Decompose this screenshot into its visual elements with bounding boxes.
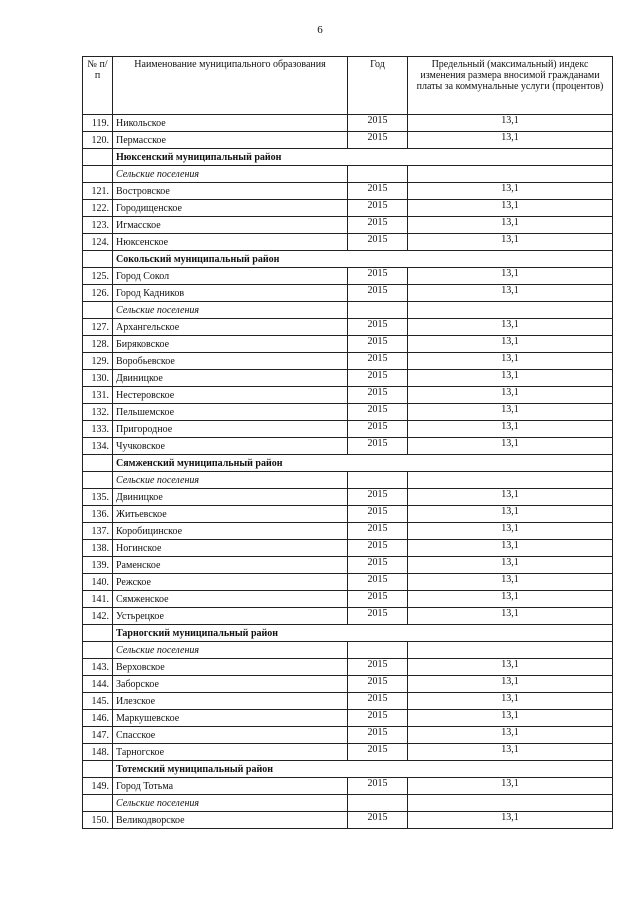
index-cell: 13,1 — [408, 676, 613, 693]
table-row — [83, 812, 613, 829]
subsection-row — [83, 642, 613, 659]
year-cell: 2015 — [348, 659, 408, 676]
row-number: 148. — [83, 744, 113, 761]
municipality-name: Илезское — [113, 693, 348, 710]
subsection-name: Сельские поселения — [113, 302, 348, 319]
subsection-row — [83, 302, 613, 319]
row-number: 132. — [83, 404, 113, 421]
index-cell: 13,1 — [408, 591, 613, 608]
year-cell: 2015 — [348, 404, 408, 421]
header-name: Наименование муниципального образования — [113, 57, 348, 115]
year-cell: 2015 — [348, 353, 408, 370]
year-cell: 2015 — [348, 744, 408, 761]
table-row — [83, 608, 613, 625]
municipality-name: Тарногское — [113, 744, 348, 761]
row-number: 126. — [83, 285, 113, 302]
index-cell: 13,1 — [408, 523, 613, 540]
row-number: 144. — [83, 676, 113, 693]
municipality-name: Чучковское — [113, 438, 348, 455]
municipality-name: Ногинское — [113, 540, 348, 557]
table-row — [83, 217, 613, 234]
table-row — [83, 183, 613, 200]
row-number-empty — [83, 642, 113, 659]
header-index: Предельный (максимальный) индекс изменения размера вносимой гражданами платы за коммунальные услуги (процентов) — [408, 57, 613, 115]
table-row — [83, 591, 613, 608]
table-row — [83, 285, 613, 302]
year-cell: 2015 — [348, 115, 408, 132]
index-cell: 13,1 — [408, 744, 613, 761]
year-cell: 2015 — [348, 268, 408, 285]
row-number-empty — [83, 761, 113, 778]
row-number: 119. — [83, 115, 113, 132]
index-cell: 13,1 — [408, 574, 613, 591]
municipality-name: Верховское — [113, 659, 348, 676]
municipality-name: Биряковское — [113, 336, 348, 353]
subsection-row — [83, 795, 613, 812]
row-number: 123. — [83, 217, 113, 234]
year-cell: 2015 — [348, 438, 408, 455]
row-number: 149. — [83, 778, 113, 795]
district-row — [83, 761, 613, 778]
index-cell: 13,1 — [408, 336, 613, 353]
year-cell: 2015 — [348, 370, 408, 387]
year-empty — [348, 795, 408, 812]
index-cell: 13,1 — [408, 710, 613, 727]
row-number: 131. — [83, 387, 113, 404]
year-cell: 2015 — [348, 693, 408, 710]
index-cell: 13,1 — [408, 132, 613, 149]
row-number: 124. — [83, 234, 113, 251]
table-row — [83, 778, 613, 795]
subsection-row — [83, 472, 613, 489]
index-cell: 13,1 — [408, 285, 613, 302]
index-cell: 13,1 — [408, 659, 613, 676]
index-cell: 13,1 — [408, 557, 613, 574]
district-row — [83, 149, 613, 166]
row-number: 139. — [83, 557, 113, 574]
index-cell: 13,1 — [408, 370, 613, 387]
year-cell: 2015 — [348, 778, 408, 795]
row-number: 134. — [83, 438, 113, 455]
year-cell: 2015 — [348, 183, 408, 200]
table-row — [83, 387, 613, 404]
municipality-name: Режское — [113, 574, 348, 591]
row-number-empty — [83, 149, 113, 166]
year-cell: 2015 — [348, 523, 408, 540]
municipality-name: Нюксенское — [113, 234, 348, 251]
municipality-name: Маркушевское — [113, 710, 348, 727]
row-number: 127. — [83, 319, 113, 336]
table-row — [83, 744, 613, 761]
row-number: 128. — [83, 336, 113, 353]
row-number-empty — [83, 795, 113, 812]
index-cell: 13,1 — [408, 540, 613, 557]
municipality-name: Воробьевское — [113, 353, 348, 370]
year-cell: 2015 — [348, 676, 408, 693]
index-cell: 13,1 — [408, 268, 613, 285]
header-year: Год — [348, 57, 408, 115]
index-cell: 13,1 — [408, 438, 613, 455]
table-row — [83, 693, 613, 710]
tariff-index-table — [82, 56, 613, 829]
index-cell: 13,1 — [408, 608, 613, 625]
row-number-empty — [83, 455, 113, 472]
header-row — [83, 57, 613, 115]
year-cell: 2015 — [348, 387, 408, 404]
table-row — [83, 421, 613, 438]
municipality-name: Архангельское — [113, 319, 348, 336]
municipality-name: Город Тотьма — [113, 778, 348, 795]
year-cell: 2015 — [348, 132, 408, 149]
municipality-name: Городищенское — [113, 200, 348, 217]
table-row — [83, 727, 613, 744]
index-cell: 13,1 — [408, 506, 613, 523]
index-cell: 13,1 — [408, 115, 613, 132]
table-row — [83, 200, 613, 217]
year-cell: 2015 — [348, 200, 408, 217]
row-number: 129. — [83, 353, 113, 370]
municipality-name: Востровское — [113, 183, 348, 200]
row-number: 120. — [83, 132, 113, 149]
index-empty — [408, 166, 613, 183]
table-row — [83, 404, 613, 421]
municipality-name: Двиницкое — [113, 489, 348, 506]
index-empty — [408, 472, 613, 489]
municipality-name: Двиницкое — [113, 370, 348, 387]
year-cell: 2015 — [348, 557, 408, 574]
year-cell: 2015 — [348, 540, 408, 557]
subsection-name: Сельские поселения — [113, 166, 348, 183]
municipality-name: Пермасское — [113, 132, 348, 149]
year-cell: 2015 — [348, 336, 408, 353]
header-num: № п/п — [83, 57, 113, 115]
year-cell: 2015 — [348, 710, 408, 727]
index-cell: 13,1 — [408, 183, 613, 200]
table-row — [83, 540, 613, 557]
row-number: 147. — [83, 727, 113, 744]
index-cell: 13,1 — [408, 387, 613, 404]
year-cell: 2015 — [348, 234, 408, 251]
page-number: 6 — [317, 24, 323, 36]
table-body — [83, 115, 613, 829]
year-empty — [348, 642, 408, 659]
year-cell: 2015 — [348, 727, 408, 744]
row-number-empty — [83, 625, 113, 642]
district-name: Тарногский муниципальный район — [113, 625, 613, 642]
year-empty — [348, 472, 408, 489]
row-number: 142. — [83, 608, 113, 625]
municipality-name: Заборское — [113, 676, 348, 693]
table-row — [83, 438, 613, 455]
index-cell: 13,1 — [408, 353, 613, 370]
municipality-name: Город Сокол — [113, 268, 348, 285]
municipality-name: Сямженское — [113, 591, 348, 608]
table-row — [83, 268, 613, 285]
row-number: 137. — [83, 523, 113, 540]
table-row — [83, 115, 613, 132]
index-cell: 13,1 — [408, 489, 613, 506]
table-row — [83, 336, 613, 353]
year-cell: 2015 — [348, 812, 408, 829]
municipality-name: Коробицинское — [113, 523, 348, 540]
table-row — [83, 506, 613, 523]
table-row — [83, 353, 613, 370]
municipality-name: Раменское — [113, 557, 348, 574]
table-row — [83, 574, 613, 591]
row-number-empty — [83, 166, 113, 183]
district-row — [83, 251, 613, 268]
index-cell: 13,1 — [408, 778, 613, 795]
district-row — [83, 625, 613, 642]
district-name: Сокольский муниципальный район — [113, 251, 613, 268]
index-cell: 13,1 — [408, 727, 613, 744]
row-number: 146. — [83, 710, 113, 727]
year-cell: 2015 — [348, 217, 408, 234]
table-row — [83, 370, 613, 387]
row-number: 133. — [83, 421, 113, 438]
table-row — [83, 489, 613, 506]
row-number: 140. — [83, 574, 113, 591]
table-row — [83, 659, 613, 676]
row-number-empty — [83, 251, 113, 268]
row-number: 122. — [83, 200, 113, 217]
index-cell: 13,1 — [408, 200, 613, 217]
municipality-name: Спасское — [113, 727, 348, 744]
municipality-name: Пригородное — [113, 421, 348, 438]
year-cell: 2015 — [348, 506, 408, 523]
row-number: 143. — [83, 659, 113, 676]
year-empty — [348, 166, 408, 183]
index-cell: 13,1 — [408, 319, 613, 336]
index-cell: 13,1 — [408, 234, 613, 251]
municipality-name: Нестеровское — [113, 387, 348, 404]
index-empty — [408, 795, 613, 812]
year-empty — [348, 302, 408, 319]
subsection-row — [83, 166, 613, 183]
municipality-name: Житьевское — [113, 506, 348, 523]
table-row — [83, 523, 613, 540]
municipality-name: Великодворское — [113, 812, 348, 829]
municipality-name: Никольское — [113, 115, 348, 132]
year-cell: 2015 — [348, 574, 408, 591]
subsection-name: Сельские поселения — [113, 472, 348, 489]
municipality-name: Игмасское — [113, 217, 348, 234]
district-name: Тотемский муниципальный район — [113, 761, 613, 778]
table-row — [83, 319, 613, 336]
table-row — [83, 132, 613, 149]
year-cell: 2015 — [348, 608, 408, 625]
district-row — [83, 455, 613, 472]
municipality-name: Устьрецкое — [113, 608, 348, 625]
row-number: 150. — [83, 812, 113, 829]
index-cell: 13,1 — [408, 693, 613, 710]
index-cell: 13,1 — [408, 421, 613, 438]
row-number-empty — [83, 302, 113, 319]
row-number: 135. — [83, 489, 113, 506]
index-empty — [408, 642, 613, 659]
row-number: 145. — [83, 693, 113, 710]
row-number: 141. — [83, 591, 113, 608]
row-number: 121. — [83, 183, 113, 200]
row-number: 130. — [83, 370, 113, 387]
year-cell: 2015 — [348, 285, 408, 302]
row-number: 138. — [83, 540, 113, 557]
municipality-name: Пельшемское — [113, 404, 348, 421]
year-cell: 2015 — [348, 489, 408, 506]
row-number: 125. — [83, 268, 113, 285]
subsection-name: Сельские поселения — [113, 795, 348, 812]
index-empty — [408, 302, 613, 319]
table-header — [83, 57, 613, 115]
year-cell: 2015 — [348, 421, 408, 438]
year-cell: 2015 — [348, 591, 408, 608]
index-cell: 13,1 — [408, 217, 613, 234]
subsection-name: Сельские поселения — [113, 642, 348, 659]
district-name: Нюксенский муниципальный район — [113, 149, 613, 166]
index-cell: 13,1 — [408, 812, 613, 829]
municipality-name: Город Кадников — [113, 285, 348, 302]
table-row — [83, 676, 613, 693]
index-cell: 13,1 — [408, 404, 613, 421]
table-row — [83, 557, 613, 574]
district-name: Сямженский муниципальный район — [113, 455, 613, 472]
table-row — [83, 710, 613, 727]
row-number-empty — [83, 472, 113, 489]
table-row — [83, 234, 613, 251]
year-cell: 2015 — [348, 319, 408, 336]
row-number: 136. — [83, 506, 113, 523]
